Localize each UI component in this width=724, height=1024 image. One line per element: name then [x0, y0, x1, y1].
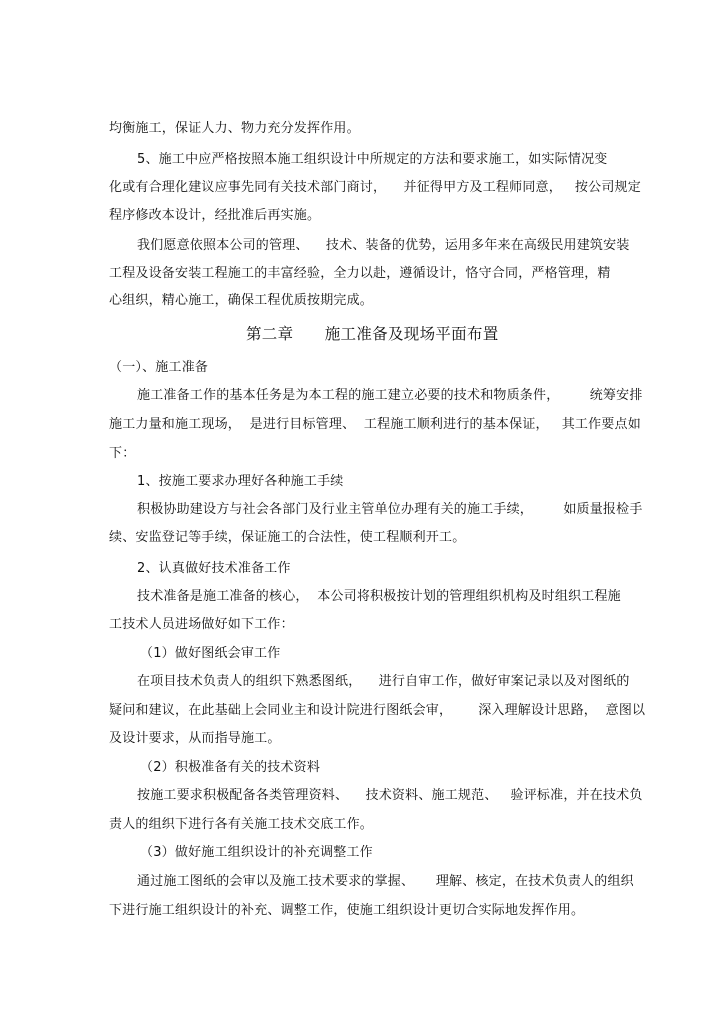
paragraph-line: 下进行施工组织设计的补充、调整工作，使施工组织设计更切合实际地发挥作用。	[109, 903, 585, 918]
paragraph-line: 均衡施工，保证人力、物力充分发挥作用。	[109, 121, 360, 136]
paragraph-line: 疑问和建议，在此基础上会同业主和设计院进行图纸会审， 深入理解设计思路， 意图以	[109, 703, 646, 718]
paragraph-line: 工技术人员进场做好如下工作：	[109, 617, 294, 632]
subsection-heading: 1、按施工要求办理好各种施工手续	[137, 474, 344, 489]
paragraph-line: 责人的组织下进行各有关施工技术交底工作。	[109, 817, 374, 832]
paragraph-line: 按施工要求积极配备各类管理资料、 技术资料、施工规范、 验评标准，并在技术负	[137, 788, 643, 803]
paragraph-line: 在项目技术负责人的组织下熟悉图纸， 进行自审工作，做好审案记录以及对图纸的	[137, 674, 630, 689]
subsection-heading: 2、认真做好技术准备工作	[137, 561, 291, 576]
paragraph-line: 工程及设备安装工程施工的丰富经验，全力以赴，遵循设计，恪守合同，严格管理，精	[109, 266, 611, 281]
paragraph-line: 积极协助建设方与社会各部门及行业主管单位办理有关的施工手续， 如质量报检手	[137, 502, 643, 517]
paragraph-line: 及设计要求，从而指导施工。	[109, 731, 281, 746]
paragraph-line: 施工力量和施工现场， 是进行目标管理、 工程施工顺利进行的基本保证， 其工作要点如	[109, 417, 641, 432]
paragraph-line: 我们愿意依照本公司的管理、 技术、装备的优势，运用多年来在高级民用建筑安装	[137, 238, 630, 253]
paragraph-line: 续、安监登记等手续，保证施工的合法性，使工程顺利开工。	[109, 530, 466, 545]
item-heading: （1）做好图纸会审工作	[140, 646, 281, 661]
paragraph-line: 施工准备工作的基本任务是为本工程的施工建立必要的技术和物质条件， 统筹安排	[137, 388, 643, 403]
paragraph-line: 通过施工图纸的会审以及施工技术要求的掌握、 理解、核定，在技术负责人的组织	[137, 874, 634, 889]
paragraph-line: 化或有合理化建议应事先同有关技术部门商讨， 并征得甲方及工程师同意， 按公司规定	[109, 180, 641, 195]
paragraph-line: 5、施工中应严格按照本施工组织设计中所规定的方法和要求施工，如实际情况变	[137, 152, 608, 167]
paragraph-line: 心组织，精心施工，确保工程优质按期完成。	[109, 293, 374, 308]
paragraph-line: 下：	[109, 446, 136, 461]
paragraph-line: 技术准备是施工准备的核心， 本公司将积极按计划的管理组织机构及时组织工程施	[137, 589, 621, 604]
item-heading: （3）做好施工组织设计的补充调整工作	[140, 845, 373, 860]
section-heading: （一）、施工准备	[109, 360, 209, 375]
chapter-heading: 第二章 施工准备及现场平面布置	[246, 325, 499, 343]
item-heading: （2）积极准备有关的技术资料	[140, 760, 321, 775]
paragraph-line: 程序修改本设计，经批准后再实施。	[109, 208, 321, 223]
